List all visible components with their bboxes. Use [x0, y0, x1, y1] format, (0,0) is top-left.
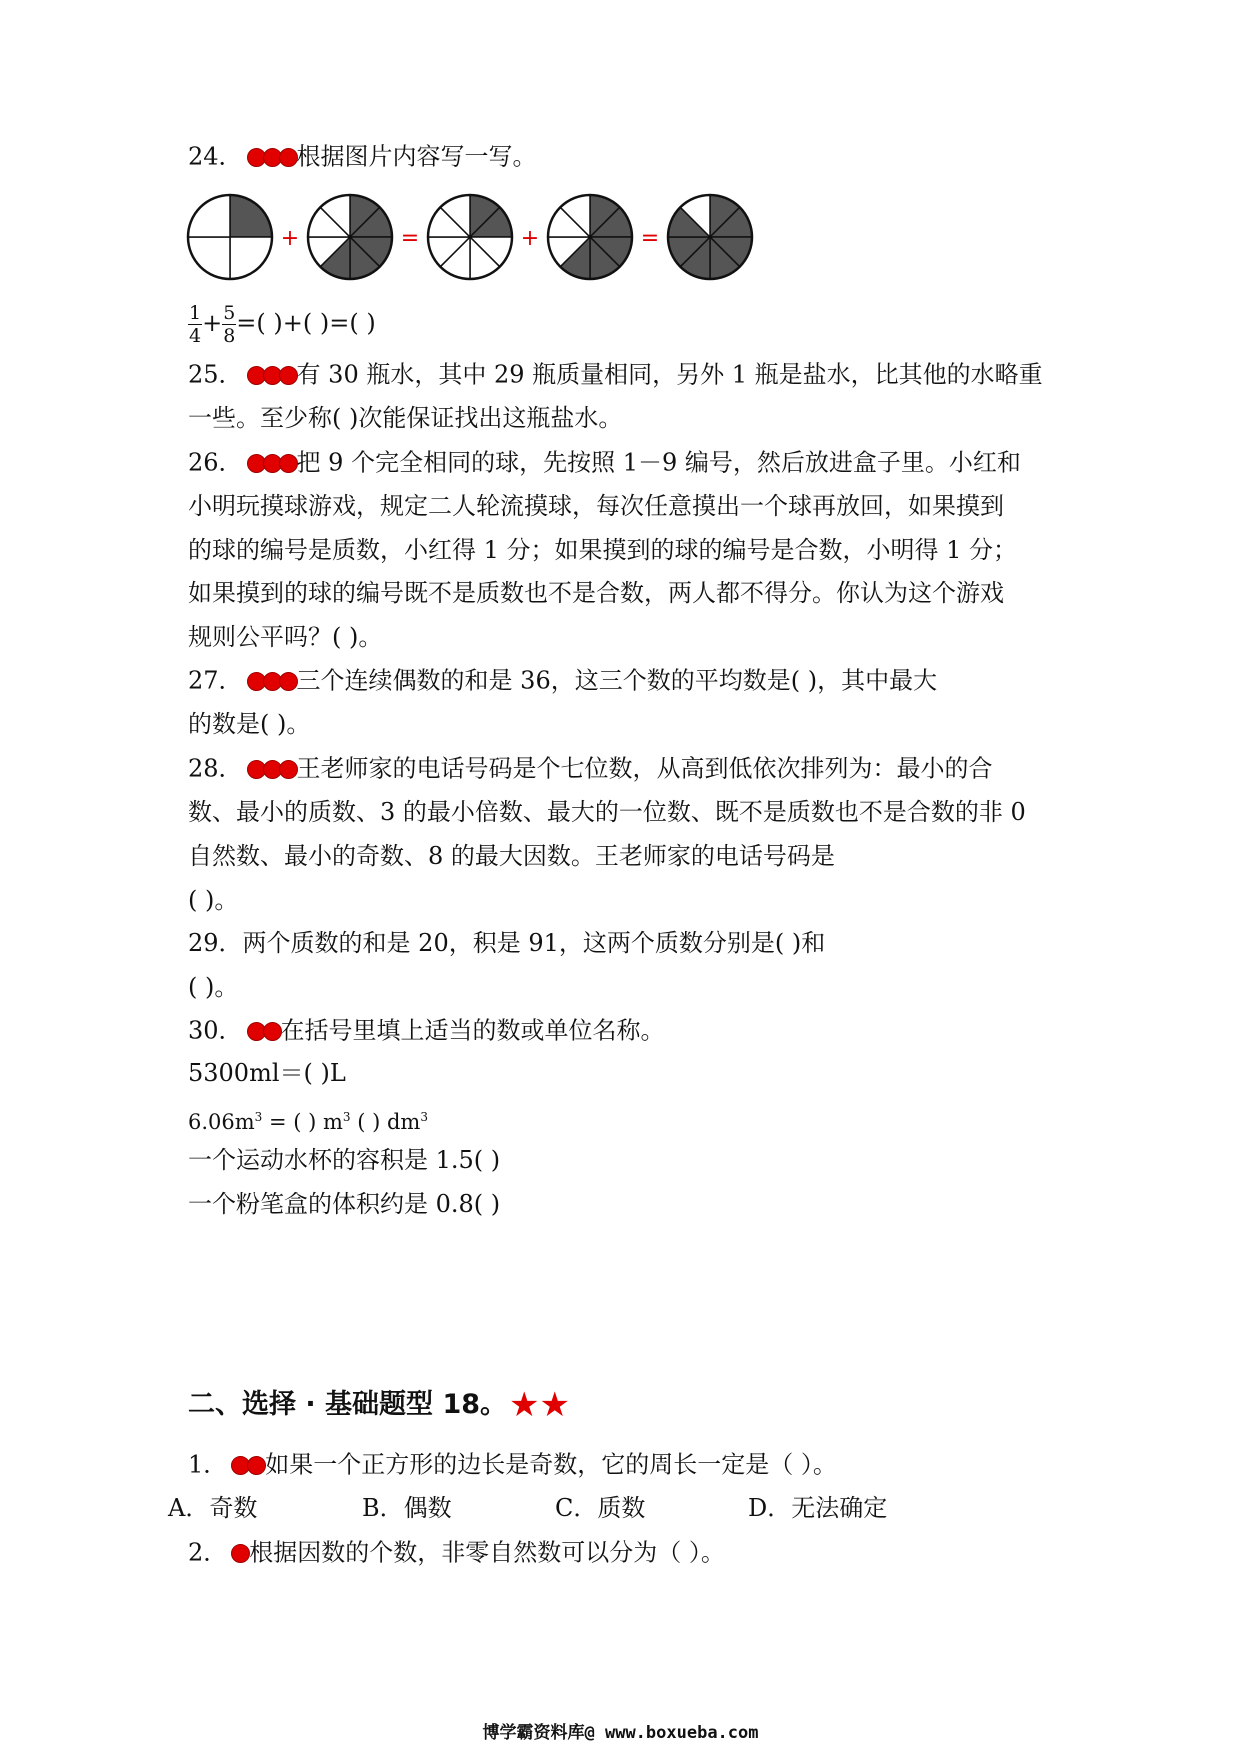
fraction-circle-quarters: [188, 195, 272, 279]
difficulty-dots: [247, 664, 295, 696]
q27-text: 三个连续偶数的和是 36，这三个数的平均数是( )，其中最大: [296, 666, 938, 695]
q28-line-2: 数、最小的质数、3 的最小倍数、最大的一位数、既不是质数也不是合数的非 0: [188, 798, 1026, 826]
section-title: 二、选择 · 基础题型 18。: [188, 1389, 508, 1420]
fraction-circle-eighths-d: [668, 195, 752, 279]
q25-line-2: 一些。至少称( )次能保证找出这瓶盐水。: [188, 404, 623, 432]
c1-number: 1．: [188, 1450, 228, 1479]
fraction-1-4: $\frac{1}{4}$: [189, 302, 202, 347]
fraction-circle-eighths-a: [308, 195, 392, 279]
q30-item-1: 5300ml＝( )L: [188, 1059, 346, 1087]
q24-number: 24．: [188, 142, 243, 171]
equals-sign: =: [640, 226, 660, 251]
fraction-5-8: $\frac{5}{8}$: [223, 302, 236, 347]
q30-line: [188, 1014, 665, 1050]
c1-text: 如果一个正方形的边长是奇数，它的周长一定是（ ）。: [265, 1450, 837, 1479]
q25-number: 25．: [188, 360, 243, 389]
option-b[interactable]: B．偶数: [362, 1494, 452, 1522]
q24-formula: [188, 300, 376, 347]
difficulty-dots: [247, 446, 295, 478]
q26-text: 把 9 个完全相同的球，先按照 1－9 编号，然后放进盒子里。小红和: [296, 448, 1021, 477]
q30-text: 在括号里填上适当的数或单位名称。: [280, 1016, 665, 1045]
formula-answer-blanks: =( )+( )=( ): [236, 309, 376, 337]
q24-line: [188, 140, 537, 176]
q29-line-2: ( )。: [188, 973, 239, 1001]
q30-item-2: $6.06m^3$ = ( ) $m^3$ ( ) $dm^3$: [188, 1110, 428, 1134]
difficulty-dots: [231, 1536, 247, 1568]
option-d[interactable]: D．无法确定: [748, 1494, 888, 1522]
plus-sign: +: [280, 226, 300, 251]
q29-text: 两个质数的和是 20，积是 91，这两个质数分别是( )和: [242, 929, 826, 957]
q25-line-1: [188, 358, 1043, 394]
difficulty-dots: [231, 1448, 263, 1480]
q28-number: 28．: [188, 754, 243, 783]
c2-text: 根据因数的个数，非零自然数可以分为（ ）。: [249, 1538, 725, 1567]
difficulty-dots: [247, 358, 295, 390]
q26-line-5: 规则公平吗？( )。: [188, 623, 383, 651]
choice-q1: [188, 1448, 837, 1484]
difficulty-dots: [247, 140, 295, 172]
difficulty-dots: [247, 752, 295, 784]
footer-watermark: 博学霸资料库@ www.boxueba.com: [482, 1723, 759, 1743]
fraction-circles-figure: [180, 185, 780, 295]
option-a[interactable]: A．奇数: [168, 1494, 258, 1522]
plus-sign: +: [520, 226, 540, 251]
option-c[interactable]: C．质数: [555, 1494, 646, 1522]
equals-sign: =: [400, 226, 420, 251]
q24-text: 根据图片内容写一写。: [296, 142, 537, 171]
section-heading: [188, 1385, 570, 1425]
q29-line-1: [188, 927, 825, 959]
q30-number: 30．: [188, 1016, 243, 1045]
choice-q2: [188, 1536, 725, 1572]
q28-line-4: ( )。: [188, 886, 239, 914]
star-icon: ★★: [509, 1385, 570, 1425]
q26-line-4: 如果摸到的球的编号既不是质数也不是合数，两人都不得分。你认为这个游戏: [188, 579, 1004, 607]
q27-line-2: 的数是( )。: [188, 710, 311, 738]
q30-item-4: 一个粉笔盒的体积约是 0.8( ): [188, 1190, 501, 1218]
fraction-circle-eighths-c: [548, 195, 632, 279]
difficulty-dots: [247, 1014, 279, 1046]
q26-line-2: 小明玩摸球游戏，规定二人轮流摸球，每次任意摸出一个球再放回，如果摸到: [188, 492, 1004, 520]
q27-number: 27．: [188, 666, 243, 695]
q26-line-1: [188, 446, 1021, 482]
q26-line-3: 的球的编号是质数，小红得 1 分；如果摸到的球的编号是合数，小明得 1 分；: [188, 536, 1018, 564]
q30-item-3: 一个运动水杯的容积是 1.5( ): [188, 1146, 501, 1174]
c2-number: 2．: [188, 1538, 228, 1567]
q28-text: 王老师家的电话号码是个七位数，从高到低依次排列为：最小的合: [296, 754, 993, 783]
q27-line-1: [188, 664, 937, 700]
fraction-circle-eighths-b: [428, 195, 512, 279]
q25-text: 有 30 瓶水，其中 29 瓶质量相同，另外 1 瓶是盐水，比其他的水略重: [296, 360, 1043, 389]
q29-number: 29．: [188, 929, 243, 957]
formula-plus: +: [202, 309, 223, 337]
q28-line-1: [188, 752, 993, 788]
q26-number: 26．: [188, 448, 243, 477]
q28-line-3: 自然数、最小的奇数、8 的最大因数。王老师家的电话号码是: [188, 842, 835, 870]
